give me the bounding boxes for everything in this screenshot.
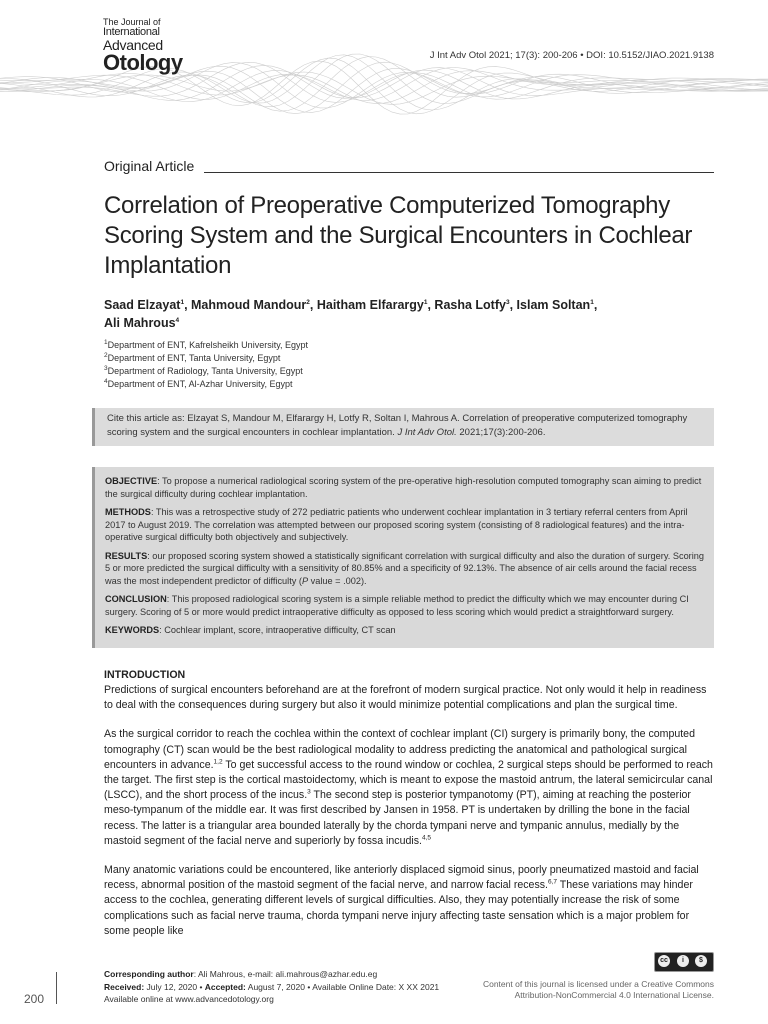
logo-line: Advanced <box>103 37 163 53</box>
abstract-label: KEYWORDS <box>105 625 160 635</box>
body-paragraph <box>104 727 714 849</box>
article-body <box>104 668 714 953</box>
author-name: Ali Mahrous <box>104 316 176 330</box>
abstract-label: CONCLUSION <box>105 594 167 604</box>
reference-superscript[interactable]: 3 <box>307 788 311 796</box>
journal-citation: J Int Adv Otol 2021; 17(3): 200-206 • DOI: 10.5152/JIAO.2021.9138 <box>429 50 714 61</box>
affiliation: $^2$Department of ENT, Tanta University, Egypt <box>104 352 281 363</box>
section-heading: INTRODUCTION <box>104 669 186 681</box>
abstract-text: : This was a retrospective study of 272 pediatric patients who underwent cochlear implantation in 3 tertiary referral centers from April 2017 to August 2019. The correlation was attempted between our proposed scoring system (consisting of 8 radiological features) and the intra-operative surgical difficulty both objectively and subjectively. <box>105 507 688 542</box>
abstract-label: OBJECTIVE <box>105 476 158 486</box>
article-dates <box>104 981 439 994</box>
abstract-text: : Cochlear implant, score, intraoperative difficulty, CT scan <box>159 625 396 635</box>
page-number-bar <box>56 972 57 1004</box>
footer-label: Accepted: <box>204 981 246 992</box>
article-footer <box>104 968 439 1006</box>
affiliation: $^4$Department of ENT, Al-Azhar University, Egypt <box>104 378 293 389</box>
cite-text: Cite this article as: Elzayat S, Mandour M, Elfarargy H, Lotfy R, Soltan I, Mahrous A. Correlation of preoperative computerized tomography scoring system and the surgical encounters in cochlear implantation. <box>107 413 688 438</box>
section-divider <box>204 172 714 173</box>
footer-text: July 12, 2020 • <box>144 981 205 992</box>
abstract-conclusion <box>105 593 704 618</box>
author-list: Saad Elzayat$^1$, Mahmoud Mandour$^2$, Haitham Elfarargy$^1$, Rasha Lotfy$^3$, Islam Soltan$^1$, Ali Mahrous$^4$ <box>104 298 598 330</box>
affiliation-marker: 3 <box>505 298 510 306</box>
page-number: 200 <box>24 992 45 1006</box>
author-name: Islam Soltan <box>516 298 591 312</box>
license-block <box>474 952 714 1001</box>
body-text: Many anatomic variations could be encountered, like anteriorly displaced sigmoid sinus, poorly pneumatized mastoid and facial recess, abnormal position of the mastoid segment of the facial nerve, and narrow facial recess. <box>104 864 699 892</box>
affiliation-marker: 2 <box>306 298 310 306</box>
affiliation-list <box>104 339 308 391</box>
abstract-objective <box>105 475 704 500</box>
abstract-text: P <box>301 575 309 586</box>
abstract-keywords <box>105 624 704 637</box>
footer-text[interactable]: : Ali Mahrous, e-mail: ali.mahrous@azhar.edu.eg <box>193 969 378 979</box>
body-text: The second step is posterior tympanotomy (PT), aiming at reaching the posterior meso-tympanum of the middle ear. It was first described by Jansen in 1958. PT is undertaken by drilling the bone in the facial recess. The latter is a triangular area bounded laterally by the chorda tympani nerve and tympanic annulus, medially by the mastoid segment of the facial nerve and superiorly by fossa incudis. <box>104 789 691 847</box>
abstract-box <box>92 467 714 648</box>
available-online-link[interactable]: Available online at www.advancedotology.org <box>104 994 274 1004</box>
reference-superscript[interactable]: 6,7 <box>548 878 558 886</box>
affiliation: $^3$Department of Radiology, Tanta University, Egypt <box>104 365 303 376</box>
author-name: Rasha Lotfy <box>434 298 506 312</box>
footer-label: Corresponding author <box>104 969 194 979</box>
abstract-text: : To propose a numerical radiological scoring system of the pre-operative high-resolution computed tomography scan aiming to predict the surgical difficulty during cochlear implantation. <box>105 476 702 499</box>
body-text: These variations may hinder access to the cochlea, generating different levels of surgical difficulties. Also, they may potentially increase the risk of some complications such as facial nerve trauma, chorda tympani nerve injury affecting taste sensation which is a major problem for some people like <box>104 879 693 937</box>
journal-logo <box>103 18 183 74</box>
logo-line: The Journal of <box>103 17 161 27</box>
author-name: Haitham Elfarargy <box>316 298 424 312</box>
body-paragraph <box>104 863 714 939</box>
footer-text: August 7, 2020 • Available Online Date: X XX 2021 <box>245 981 440 992</box>
affiliation-marker: 1 <box>423 298 428 306</box>
logo-line: Otology <box>103 50 183 75</box>
reference-superscript[interactable]: 1,2 <box>213 758 223 766</box>
reference-superscript[interactable]: 4,5 <box>421 834 432 842</box>
footer-label: Received: <box>104 981 145 992</box>
license-text: Content of this journal is licensed under a Creative Commons Attribution-NonCommercial 4.0 International License. <box>482 979 714 1000</box>
abstract-label: METHODS <box>105 507 151 517</box>
nc-icon: $ <box>695 955 707 967</box>
body-text: To get successful access to the round window or cochlea, 2 surgical steps should be performed to reach the target. The first step is the cortical mastoidectomy, which is meant to expose the mastoid antrum, the lateral semicircular canal (LSCC), and the short process of the incus. <box>104 758 713 802</box>
author-name: Saad Elzayat <box>104 298 181 312</box>
affiliation: $^1$Department of ENT, Kafrelsheikh University, Egypt <box>104 339 309 350</box>
abstract-text: : our proposed scoring system showed a statistically significant correlation with surgical difficulty and also the duration of surgery. Scoring 5 or more predicted the surgical difficulty with a sensitivity of 80.85% and a specificity of 92.13%. The absence of air cells around the facial recess was the most independent predictor of difficulty ( <box>105 550 704 586</box>
affiliation-marker: 1 <box>590 298 594 306</box>
affiliation-marker: 1 <box>180 298 185 306</box>
abstract-results <box>105 550 704 588</box>
abstract-text: : This proposed radiological scoring system is a simple reliable method to predict the difficulty which we may encounter during CI surgery. Scoring of 5 or more would predict intraoperative difficulty as opposed to less scoring which would predict a straightforward surgery. <box>105 594 689 617</box>
cc-by-nc-icon[interactable] <box>654 952 714 972</box>
by-icon: i <box>677 955 689 967</box>
abstract-methods <box>105 506 704 544</box>
affiliation-marker: 4 <box>175 316 180 324</box>
cite-text: 2021;17(3):200-206. <box>456 427 546 438</box>
abstract-label: RESULTS <box>105 550 148 561</box>
cite-journal: J Int Adv Otol. <box>397 427 457 438</box>
article-title: Correlation of Preoperative Computerized Tomography Scoring System and the Surgical Encounters in Cochlear Implantation <box>104 192 693 279</box>
logo-line: International <box>103 26 160 38</box>
author-name: Mahmoud Mandour <box>191 298 307 312</box>
cite-this-article-box <box>92 408 714 446</box>
body-text: As the surgical corridor to reach the cochlea within the context of cochlear implant (CI) surgery is primarily bony, the computed tomography (CT) scan would be the best radiological modality to address predicting the anatomical and pathological surgical encounters in advance. <box>104 728 695 771</box>
corresponding-author <box>104 968 439 981</box>
body-paragraph: Predictions of surgical encounters beforehand are at the forefront of modern surgical practice. Not only would it help in readiness to deal with the consequences during surgery but also it would minimize potential complications and plan the surgical time. <box>104 684 707 712</box>
article-type: Original Article <box>104 158 195 174</box>
cc-icon: cc <box>658 955 670 967</box>
abstract-text: value = .002). <box>308 575 367 586</box>
